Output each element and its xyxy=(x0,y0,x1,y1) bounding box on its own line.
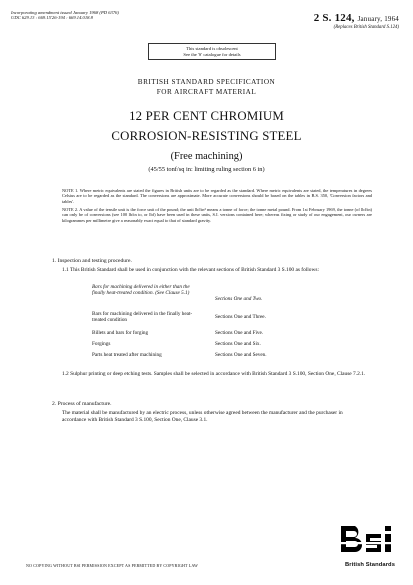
row-condition: Billets and bars for forging xyxy=(92,330,149,336)
spec-code: 2 S. 124, xyxy=(313,12,355,24)
clause-1-1: 1.1 This British Standard shall be used in conjunction with the relevant sections of British Standard 3 S.100 as follows: xyxy=(62,267,319,273)
note-2: NOTE 2. A value of the tensile unit is the force unit of the pound; the unit lbf/in² means a tonne of force; the tonne metal pound. From 1st February 1969, the tonne (of lbf/in) can only be of conversions (see 100 lb/in to, or lbf) have been used in these units, S.I. versions contained here; whereas fixing or study of our engagement, our owners are kilogrammes per millimetre give a reasonably exact equal to that of standard gravity. xyxy=(62,207,372,223)
notice-line-2: See the 'S' catalogue for details xyxy=(183,51,241,57)
clause-2-text: The material shall be manufactured by an electric process, unless otherwise agreed between the manufacturer and the purchaser in accordance with British Standard 3 S.100, Section One, Clause 3.1. xyxy=(62,410,343,423)
row-sections: Sections One and Seven. xyxy=(215,352,267,358)
spec-date: January, 1964 xyxy=(357,15,399,23)
copyright-footer: NO COPYING WITHOUT BSI PERMISSION EXCEPT AS PERMITTED BY COPYRIGHT LAW xyxy=(26,563,198,568)
row-sections: Sections One and Three. xyxy=(215,314,266,320)
row-condition: Bars for machining delivered in either than the finally heat-treated condition. (See Clause 5.1) xyxy=(92,284,190,297)
spec-number xyxy=(314,12,399,24)
amendment-line: Incorporating amendment issued January 1968 (PD 6376) xyxy=(11,10,119,15)
row-sections: Sections One and Five. xyxy=(215,330,264,336)
row-condition: Forgings xyxy=(92,341,111,347)
section-1-heading: 1. Inspection and testing procedure. xyxy=(52,258,132,264)
clause-1-2: 1.2 Sulphur printing or deep etching tests. Samples shall be selected in accordance with British Standard 3 S.100, Section One, Clause 7.2.1. xyxy=(62,371,366,377)
spec-heading-line-1: BRITISH STANDARD SPECIFICATION xyxy=(137,78,276,86)
sections-table xyxy=(92,284,392,370)
document-title-line-1: 12 PER CENT CHROMIUM xyxy=(129,109,284,123)
document-title-line-2: CORROSION-RESISTING STEEL xyxy=(111,129,302,143)
udc-line: UDC 629.13 : 669.15'26-194 : 669.14.018.8 xyxy=(11,15,93,21)
notice-line-1: This standard is obsolescent xyxy=(186,46,238,51)
row-condition: Parts heat treated after machining xyxy=(92,352,162,358)
spec-heading-line-2: FOR AIRCRAFT MATERIAL xyxy=(156,88,257,96)
spec-number-block xyxy=(314,12,399,30)
row-sections: Sections One and Two. xyxy=(215,296,263,302)
bsi-logo xyxy=(339,520,407,576)
row-sections: Sections One and Six. xyxy=(215,341,261,347)
header-amendment-note xyxy=(11,10,211,21)
section-2-heading: 2. Process of manufacture. xyxy=(52,401,112,407)
logo-caption: British Standards xyxy=(345,562,396,568)
supersedes-note: (Replaces British Standard S.124) xyxy=(333,25,399,30)
note-1: NOTE 1. Where metric equivalents are stated the figures in British units are to be regarded as the standard. Where metric equivalents are stated, the temperatures in degrees Celsius are to be regarded as the standard. The conversions are approximate. More accurate conversions should be based on the tables in B.S. 350, 'Conversion factors and tables'. xyxy=(62,188,372,204)
document-subtitle: (Free machining) xyxy=(170,151,243,162)
row-condition: Bars for machining delivered in the finally heat-treated condition xyxy=(92,311,193,324)
strength-range: (45/55 tonf/sq in: limiting ruling section 6 in) xyxy=(148,166,265,173)
obsolescent-notice xyxy=(148,43,276,60)
